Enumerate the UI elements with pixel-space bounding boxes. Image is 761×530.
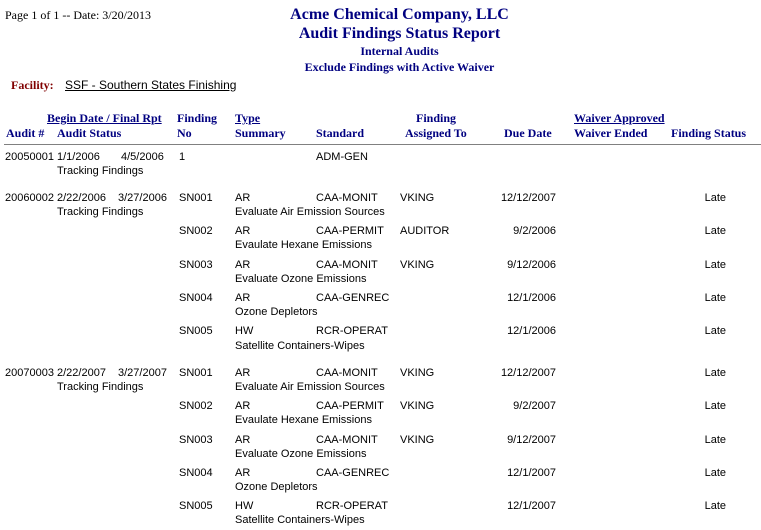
finding-status: Late bbox=[704, 400, 726, 412]
finding-type: AR bbox=[235, 259, 251, 271]
header-divider bbox=[4, 144, 761, 145]
col-finding-status: Finding Status bbox=[671, 126, 747, 140]
finding-standard: RCR-OPERAT bbox=[316, 325, 388, 337]
finding-standard: RCR-OPERAT bbox=[316, 500, 388, 512]
finding-due-date: 9/2/2006 bbox=[513, 225, 556, 237]
finding-type: AR bbox=[235, 367, 251, 379]
audit-final-rpt-date: 4/5/2006 bbox=[121, 151, 164, 163]
finding-summary: Evaluate Ozone Emissions bbox=[235, 448, 367, 460]
finding-status: Late bbox=[704, 500, 726, 512]
finding-due-date: 12/1/2006 bbox=[507, 325, 556, 337]
finding-standard: CAA-GENREC bbox=[316, 467, 390, 479]
audit-status: Tracking Findings bbox=[57, 165, 144, 177]
finding-due-date: 12/12/2007 bbox=[500, 192, 556, 204]
finding-summary: Satellite Containers-Wipes bbox=[235, 514, 365, 526]
finding-standard: ADM-GEN bbox=[316, 151, 368, 163]
finding-summary: Evaluate Air Emission Sources bbox=[235, 206, 385, 218]
col-summary: Summary bbox=[235, 126, 286, 140]
col-waiver-approved: Waiver Approved bbox=[574, 111, 665, 125]
finding-status: Late bbox=[704, 292, 726, 304]
audit-number: 20050001 bbox=[5, 151, 54, 163]
col-standard: Standard bbox=[316, 126, 365, 140]
col-audit-num: Audit # bbox=[6, 126, 45, 140]
finding-no: SN004 bbox=[179, 467, 213, 479]
col-assigned-to: Assigned To bbox=[405, 126, 467, 140]
col-audit-status: Audit Status bbox=[57, 126, 122, 140]
finding-no: SN002 bbox=[179, 225, 213, 237]
finding-status: Late bbox=[704, 467, 726, 479]
finding-no: 1 bbox=[179, 151, 186, 163]
finding-type: AR bbox=[235, 292, 251, 304]
finding-type: AR bbox=[235, 192, 251, 204]
finding-assigned-to: VKING bbox=[400, 367, 435, 379]
finding-assigned-to: VKING bbox=[400, 400, 435, 412]
finding-summary: Ozone Depletors bbox=[235, 481, 318, 493]
finding-standard: CAA-MONIT bbox=[316, 192, 378, 204]
finding-assigned-to: AUDITOR bbox=[400, 225, 450, 237]
report-subtitle-2: Exclude Findings with Active Waiver bbox=[304, 60, 495, 74]
page-info: Page 1 of 1 -- Date: 3/20/2013 bbox=[5, 8, 151, 22]
col-finding-l2: No bbox=[177, 126, 192, 140]
finding-no: SN004 bbox=[179, 292, 213, 304]
finding-standard: CAA-GENREC bbox=[316, 292, 390, 304]
finding-summary: Evaluate Air Emission Sources bbox=[235, 381, 385, 393]
finding-type: HW bbox=[235, 325, 254, 337]
finding-summary: Evaulate Hexane Emissions bbox=[235, 239, 372, 251]
finding-due-date: 9/12/2007 bbox=[507, 434, 556, 446]
company-title: Acme Chemical Company, LLC bbox=[290, 6, 509, 23]
finding-summary: Evaluate Ozone Emissions bbox=[235, 273, 367, 285]
finding-due-date: 12/1/2007 bbox=[507, 467, 556, 479]
finding-no: SN005 bbox=[179, 325, 213, 337]
finding-status: Late bbox=[704, 325, 726, 337]
finding-standard: CAA-PERMIT bbox=[316, 225, 384, 237]
finding-type: AR bbox=[235, 467, 251, 479]
finding-no: SN001 bbox=[179, 367, 213, 379]
finding-due-date: 12/1/2006 bbox=[507, 292, 556, 304]
finding-status: Late bbox=[704, 434, 726, 446]
finding-type: AR bbox=[235, 400, 251, 412]
finding-no: SN005 bbox=[179, 500, 213, 512]
col-waiver-ended: Waiver Ended bbox=[574, 126, 648, 140]
finding-status: Late bbox=[704, 192, 726, 204]
finding-standard: CAA-MONIT bbox=[316, 434, 378, 446]
col-begin-date-final-rpt: Begin Date / Final Rpt bbox=[47, 111, 162, 125]
finding-assigned-to: VKING bbox=[400, 434, 435, 446]
finding-due-date: 12/1/2007 bbox=[507, 500, 556, 512]
audit-status: Tracking Findings bbox=[57, 381, 144, 393]
audit-begin-date: 2/22/2006 bbox=[57, 192, 106, 204]
col-type: Type bbox=[235, 111, 261, 125]
finding-assigned-to: VKING bbox=[400, 259, 435, 271]
finding-summary: Evaulate Hexane Emissions bbox=[235, 414, 372, 426]
report-subtitle-1: Internal Audits bbox=[360, 44, 439, 58]
audit-status: Tracking Findings bbox=[57, 206, 144, 218]
facility-label: Facility: bbox=[11, 78, 54, 92]
finding-status: Late bbox=[704, 225, 726, 237]
audit-begin-date: 1/1/2006 bbox=[57, 151, 100, 163]
audit-begin-date: 2/22/2007 bbox=[57, 367, 106, 379]
finding-summary: Satellite Containers-Wipes bbox=[235, 340, 365, 352]
col-due-date: Due Date bbox=[504, 126, 552, 140]
finding-summary: Ozone Depletors bbox=[235, 306, 318, 318]
finding-type: AR bbox=[235, 225, 251, 237]
audit-final-rpt-date: 3/27/2007 bbox=[118, 367, 167, 379]
finding-no: SN003 bbox=[179, 434, 213, 446]
col-finding-l1: Finding bbox=[177, 111, 218, 125]
finding-type: AR bbox=[235, 434, 251, 446]
audit-final-rpt-date: 3/27/2006 bbox=[118, 192, 167, 204]
finding-standard: CAA-PERMIT bbox=[316, 400, 384, 412]
finding-type: HW bbox=[235, 500, 254, 512]
col-assigned-l1: Finding bbox=[416, 111, 457, 125]
audit-number: 20060002 bbox=[5, 192, 54, 204]
finding-status: Late bbox=[704, 367, 726, 379]
finding-no: SN001 bbox=[179, 192, 213, 204]
finding-due-date: 9/2/2007 bbox=[513, 400, 556, 412]
report-title: Audit Findings Status Report bbox=[298, 25, 501, 42]
finding-standard: CAA-MONIT bbox=[316, 367, 378, 379]
finding-status: Late bbox=[704, 259, 726, 271]
facility-value: SSF - Southern States Finishing bbox=[65, 78, 237, 92]
finding-assigned-to: VKING bbox=[400, 192, 435, 204]
finding-no: SN002 bbox=[179, 400, 213, 412]
audit-number: 20070003 bbox=[5, 367, 54, 379]
finding-due-date: 12/12/2007 bbox=[500, 367, 556, 379]
finding-no: SN003 bbox=[179, 259, 213, 271]
finding-standard: CAA-MONIT bbox=[316, 259, 378, 271]
finding-due-date: 9/12/2006 bbox=[507, 259, 556, 271]
